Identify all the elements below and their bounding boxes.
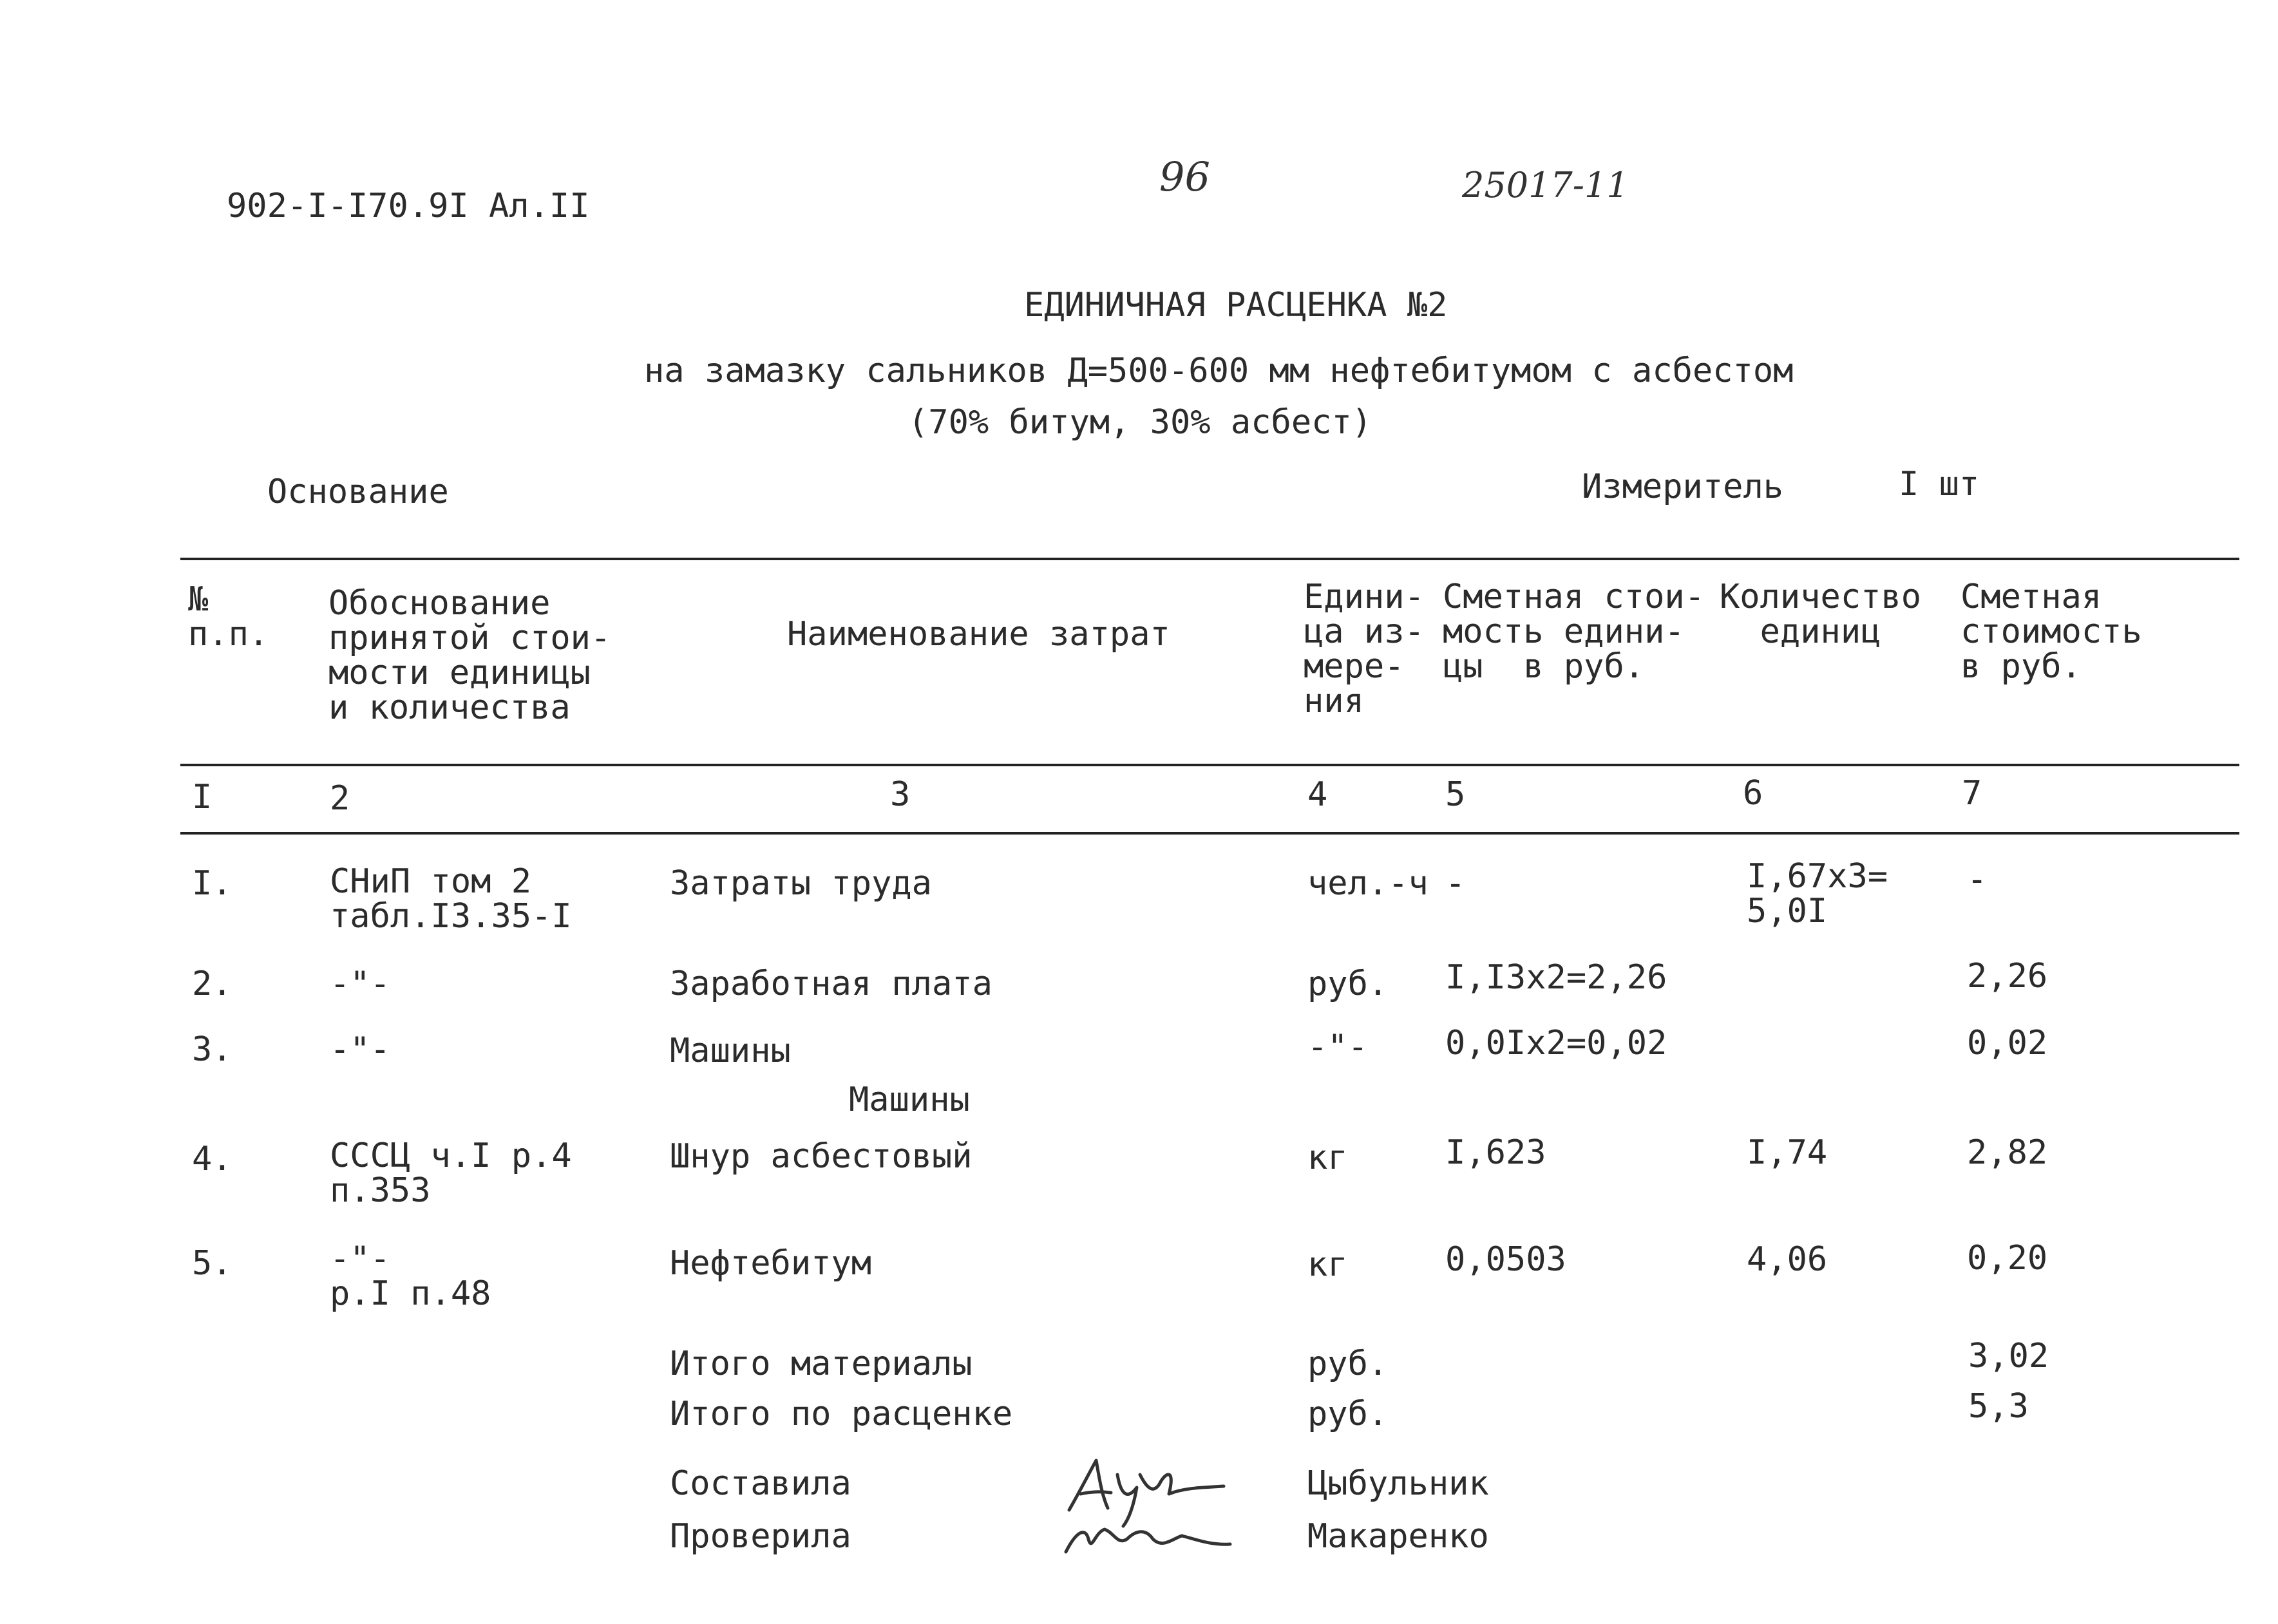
column-number: 6 — [1743, 774, 1763, 813]
header-unit-price: Сметная стои- мость едини- цы в руб. — [1443, 578, 1705, 686]
checked-by-label: Проверила — [670, 1517, 851, 1556]
row-unit: кг — [1307, 1245, 1348, 1284]
row-unit-price: 0,0503 — [1445, 1240, 1566, 1279]
row-number: 5. — [192, 1244, 233, 1283]
row-quantity: I,67x3= 5,0I — [1747, 857, 1888, 930]
document-subtitle-note: (70% битум, 30% асбест) — [908, 403, 1372, 442]
total-estimate-unit: руб. — [1307, 1395, 1389, 1433]
row-basis: -"- — [330, 1030, 390, 1069]
row-cost-name: Машины — [670, 1032, 791, 1070]
compiled-by-name: Цыбульник — [1307, 1464, 1489, 1503]
row-number: 2. — [192, 965, 233, 1003]
row-basis: -"- — [330, 965, 390, 1003]
total-estimate-value: 5,3 — [1968, 1387, 2029, 1426]
header-unit: Едини- ца из- мере- ния — [1304, 578, 1425, 721]
row-basis: -"- р.I п.48 — [330, 1240, 491, 1313]
row-total-cost: - — [1967, 860, 1988, 899]
row-basis: СНиП том 2 табл.I3.35-I — [330, 862, 572, 936]
header-total-cost: Сметная стоимость в руб. — [1960, 578, 2142, 686]
header-quantity: Количество единиц — [1720, 578, 1922, 651]
row-unit-price: I,I3x2=2,26 — [1445, 958, 1667, 997]
row-unit: руб. — [1307, 965, 1389, 1003]
compiled-by-label: Составила — [670, 1464, 851, 1503]
row-total-cost: 2,82 — [1967, 1133, 2048, 1172]
row-total-cost: 2,26 — [1967, 957, 2048, 996]
basis-label: Основание — [267, 473, 449, 511]
table-colnum-rule — [180, 832, 2239, 835]
header-basis: Обоснование принятой стои- мости единицы и количества — [328, 584, 611, 727]
document-code: 902-I-I70.9I Ал.II — [227, 187, 590, 225]
row-unit-price: I,623 — [1445, 1133, 1546, 1172]
row-total-cost: 0,02 — [1967, 1024, 2048, 1062]
row-number: 3. — [192, 1030, 233, 1069]
row-number: I. — [192, 864, 233, 903]
header-number: № п.п. — [188, 580, 269, 654]
row-cost-name: Шнур асбестовый — [670, 1137, 973, 1176]
total-materials-label: Итого материалы — [670, 1345, 973, 1383]
row-quantity: I,74 — [1747, 1133, 1828, 1172]
column-number: 3 — [890, 775, 911, 814]
total-estimate-label: Итого по расценке — [670, 1395, 1013, 1433]
column-number: 7 — [1962, 774, 1982, 813]
total-materials-value: 3,02 — [1968, 1337, 2049, 1375]
row-cost-name: Нефтебитум — [670, 1244, 872, 1283]
section-heading: Машины — [849, 1081, 970, 1119]
column-number: I — [192, 778, 213, 817]
row-unit: кг — [1307, 1138, 1348, 1177]
row-total-cost: 0,20 — [1967, 1239, 2048, 1278]
page-number: 96 — [1159, 153, 1210, 200]
row-unit-price: 0,0Ix2=0,02 — [1445, 1024, 1667, 1062]
document-subtitle: на замазку сальников Д=500-600 мм нефтебитумом с асбестом — [644, 352, 1794, 390]
handwritten-signatures — [1056, 1449, 1237, 1571]
column-number: 5 — [1445, 775, 1466, 814]
column-number: 4 — [1307, 775, 1328, 814]
reference-number: 25017-11 — [1462, 165, 1629, 205]
table-top-rule — [180, 558, 2239, 560]
table-header-rule — [180, 764, 2239, 766]
unit-label: Измеритель — [1582, 467, 1784, 506]
row-number: 4. — [192, 1140, 233, 1178]
document-title: ЕДИНИЧНАЯ РАСЦЕНКА №2 — [1024, 286, 1448, 325]
column-number: 2 — [330, 779, 350, 818]
checked-by-name: Макаренко — [1307, 1517, 1489, 1556]
row-cost-name: Затраты труда — [670, 864, 932, 903]
row-quantity: 4,06 — [1747, 1240, 1828, 1279]
row-unit-price: - — [1445, 864, 1466, 903]
row-unit: чел.-ч — [1307, 864, 1428, 903]
row-cost-name: Заработная плата — [670, 965, 992, 1003]
header-cost-name: Наименование затрат — [787, 615, 1170, 654]
row-unit: -"- — [1307, 1028, 1368, 1066]
unit-value: I шт — [1899, 465, 1980, 504]
row-basis: СССЦ ч.I р.4 п.353 — [330, 1137, 572, 1210]
total-materials-unit: руб. — [1307, 1345, 1389, 1383]
